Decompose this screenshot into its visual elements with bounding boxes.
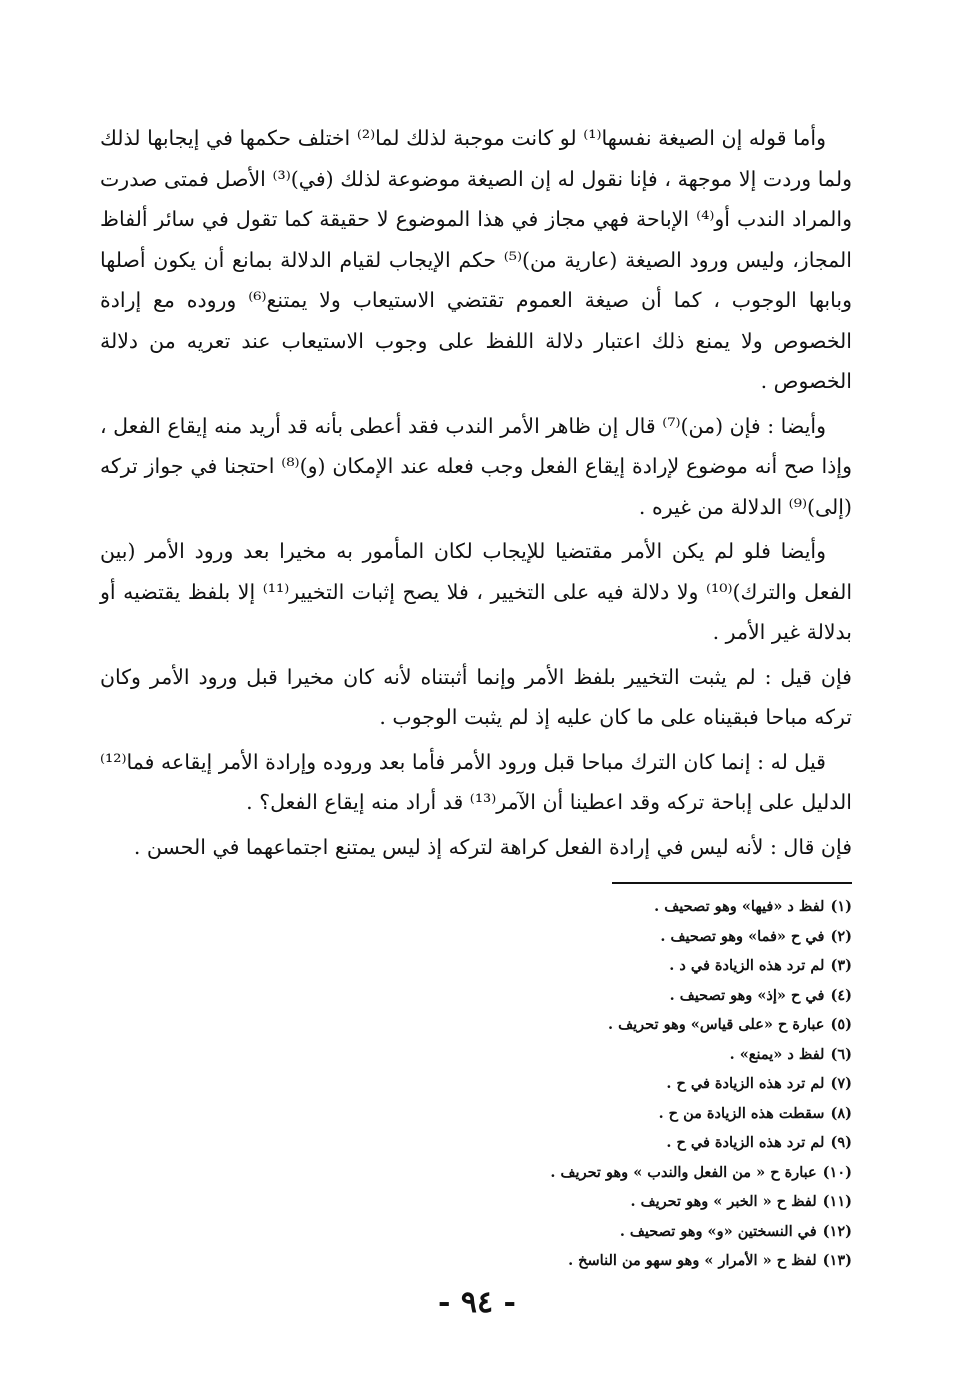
footnote-text: لم ترد هذه الزيادة في ح . bbox=[666, 1075, 825, 1092]
footnote-number: (٢) bbox=[830, 927, 852, 945]
footnote-4 bbox=[332, 981, 852, 1011]
main-text bbox=[100, 118, 852, 871]
footnote-number: (٧) bbox=[830, 1075, 852, 1092]
footnote-3 bbox=[332, 951, 852, 981]
footnote-number: (٣) bbox=[830, 957, 852, 974]
footnote-text: لفظ ح « الخبر » وهو تحريف . bbox=[630, 1193, 817, 1210]
footnote-10 bbox=[332, 1158, 852, 1188]
paragraph-1: وأما قوله إن الصيغة نفسها⁽¹⁾ لو كانت موجبة لذلك لما⁽²⁾ اختلف حكمها في إيجابها لذلك ولما وردت إلا موجهة ، فإنا نقول له إن الصيغة موضوعة لذلك (في)⁽³⁾ الأصل فمتى صدرت والمراد الندب أو⁽⁴⁾ الإباحة فهي مجاز في هذا الموضوع لا حقيقة كما تقول في سائر ألفاظ المجاز، وليس ورود الصيغة (عارية من)⁽⁵⁾ حكم الإيجاب لقيام الدلالة بمانع أن يكون أصلها وبابها الوجوب ، كما أن صيغة العموم تقتضي الاستيعاب ولا يمتنع⁽⁶⁾ وروده مع إرادة الخصوص ولا يمنع ذلك اعتبار دلالة اللفظ على وجوب الاستيعاب عند تعريه من دلالة الخصوص . bbox=[100, 126, 852, 393]
footnote-11 bbox=[332, 1187, 852, 1217]
paragraph-6: فإن قال : لأنه ليس في إرادة الفعل كراهة لتركه إذ ليس يمتنع اجتماعهما في الحسن . bbox=[133, 834, 852, 859]
footnote-text: في النسختين «و» وهو تصحيف . bbox=[619, 1222, 817, 1240]
footnote-number: (٨) bbox=[830, 1104, 852, 1122]
footnote-2 bbox=[332, 922, 852, 952]
paragraph-5: قيل له : إنما كان الترك مباحا قبل ورود الأمر فأما بعد وروده وإرادة الأمر إيقاعه فما⁽¹²⁾ الدليل على إباحة تركه وقد اعطينا أن الآمر⁽¹³⁾ قد أراد منه إيقاع الفعل؟ . bbox=[100, 749, 852, 814]
footnote-text: في ح «فما» وهو تصحيف . bbox=[660, 927, 825, 945]
footnotes bbox=[332, 892, 852, 1276]
footnote-6 bbox=[332, 1040, 852, 1070]
paragraph-3: وأيضا فلو لم يكن الأمر مقتضيا للإيجاب لكان المأمور به مخيرا بعد ورود الأمر (بين الفعل والترك)⁽¹⁰⁾ ولا دلالة فيه على التخيير ، فلا يصح إثبات التخيير⁽¹¹⁾ إلا بلفظ يقتضيه أو بدلالة غير الأمر . bbox=[100, 539, 853, 644]
footnote-separator bbox=[612, 882, 852, 884]
footnote-number: (٩) bbox=[830, 1134, 852, 1151]
footnote-text: لفظ ح « الأمرار » وهو سهو من الناسخ . bbox=[568, 1252, 817, 1269]
footnote-text: سقطت هذه الزيادة من ح . bbox=[658, 1104, 825, 1122]
footnote-1 bbox=[332, 892, 852, 922]
page-number: - ٩٤ - bbox=[437, 1285, 517, 1320]
footnote-number: (١٣) bbox=[822, 1252, 852, 1269]
footnote-text: لم ترد هذه الزيادة في د . bbox=[669, 957, 825, 974]
footnote-text: عبارة ح « من الفعل والندب » وهو تحريف . bbox=[550, 1163, 817, 1181]
footnote-13 bbox=[332, 1246, 852, 1276]
paragraph-4: فإن قيل : لم يثبت التخيير بلفظ الأمر وإنما أثبتناه لأنه كان مخيرا قبل ورود الأمر وكان تركه مباحا فبقيناه على ما كان عليه إذ لم يثبت الوجوب . bbox=[100, 664, 852, 729]
footnote-8 bbox=[332, 1099, 852, 1129]
footnote-text: عبارة ح «على قياس» وهو تحريف . bbox=[608, 1016, 825, 1033]
footnote-5 bbox=[332, 1010, 852, 1040]
paragraph-2: وأيضا : فإن (من)⁽⁷⁾ قال إن ظاهر الأمر الندب فقد أعطى بأنه قد أريد منه إيقاع الفعل ، وإذا صح أنه موضوع لإرادة إيقاع الفعل وجب فعله عند الإمكان (و)⁽⁸⁾ احتجنا في جواز تركه (إلى)⁽⁹⁾ الدلالة من غيره . bbox=[99, 413, 852, 519]
footnote-12 bbox=[332, 1217, 852, 1247]
footnote-number: (١) bbox=[830, 898, 852, 915]
footnote-number: (١١) bbox=[822, 1193, 852, 1210]
footnote-number: (١٢) bbox=[822, 1222, 852, 1240]
footnote-text: في ح «إذ» وهو تصحيف . bbox=[669, 986, 825, 1004]
footnote-text: لفظ د «فيها» وهو تصحيف . bbox=[654, 898, 825, 915]
footnote-number: (١٠) bbox=[822, 1163, 852, 1181]
footnote-9 bbox=[332, 1128, 852, 1158]
footnote-text: لم ترد هذه الزيادة في ح . bbox=[666, 1134, 825, 1151]
footnote-number: (٤) bbox=[830, 986, 852, 1004]
footnote-text: لفظ د «يمنع» . bbox=[729, 1045, 825, 1063]
footnote-7 bbox=[332, 1069, 852, 1099]
footnote-number: (٥) bbox=[830, 1016, 852, 1033]
footnote-number: (٦) bbox=[830, 1045, 852, 1063]
